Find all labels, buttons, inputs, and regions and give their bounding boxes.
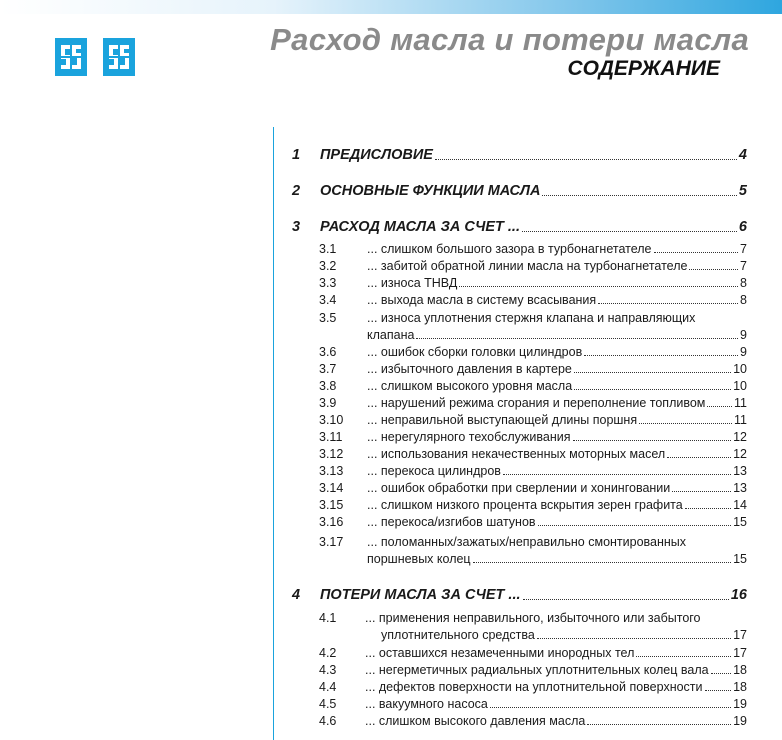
- toc-page: 4: [738, 147, 747, 163]
- toc-leader: [598, 303, 738, 304]
- toc-label: ... износа ТНВД: [367, 276, 458, 290]
- toc-label: ... выхода масла в систему всасывания: [367, 293, 597, 307]
- toc-num: 3.8: [319, 379, 337, 393]
- toc-leader: [538, 525, 732, 526]
- toc-label: ... ошибок обработки при сверлении и хонинговании: [367, 481, 671, 495]
- toc-label: ОСНОВНЫЕ ФУНКЦИИ МАСЛА: [320, 183, 541, 199]
- toc-label: ... поломанных/зажатых/неправильно смонтированных: [367, 535, 687, 549]
- toc-label: ПОТЕРИ МАСЛА ЗА СЧЕТ ...: [320, 587, 521, 603]
- toc-page: 11: [734, 396, 747, 410]
- toc-page: 19: [733, 714, 747, 728]
- toc-label: ... ошибок сборки головки цилиндров: [367, 345, 583, 359]
- toc-leader: [573, 440, 732, 441]
- toc-page: 7: [740, 259, 747, 273]
- toc-num: 3.11: [319, 430, 343, 444]
- toc-page: 13: [733, 481, 747, 495]
- toc-leader: [522, 231, 737, 232]
- toc-page: 16: [730, 587, 747, 603]
- toc-leader: [711, 673, 732, 674]
- toc-item-4-5[interactable]: [319, 697, 747, 711]
- toc-item-3-5-cont[interactable]: [367, 328, 747, 342]
- toc-page: 9: [740, 328, 747, 342]
- toc-num: 3.14: [319, 481, 344, 495]
- toc-section-2[interactable]: [292, 183, 747, 199]
- toc-page: 6: [738, 219, 747, 235]
- toc-num: 3.9: [319, 396, 337, 410]
- toc-leader: [523, 599, 729, 600]
- toc-item-3-15[interactable]: [319, 498, 747, 512]
- toc-label: ... использования некачественных моторных масел: [367, 447, 666, 461]
- toc-page: 18: [733, 680, 747, 694]
- toc-page: 15: [733, 515, 747, 529]
- toc-item-3-17-cont[interactable]: [367, 552, 747, 566]
- toc-num: 3.12: [319, 447, 344, 461]
- toc-leader: [672, 491, 731, 492]
- toc-section-3[interactable]: [292, 219, 747, 235]
- toc-label: ... перекоса/изгибов шатунов: [367, 515, 536, 529]
- toc-label: ... нарушений режима сгорания и переполнение топливом: [367, 396, 706, 410]
- toc-label: поршневых колец: [367, 552, 471, 566]
- toc-item-3-14[interactable]: [319, 481, 747, 495]
- toc-page: 18: [733, 663, 747, 677]
- toc-num: 4: [292, 587, 301, 603]
- toc-label: ... вакуумного насоса: [365, 697, 488, 711]
- toc-item-3-4[interactable]: [319, 293, 747, 307]
- toc-label: ... слишком высокого уровня масла: [367, 379, 573, 393]
- toc-page: 8: [740, 293, 747, 307]
- ks-logo-icon-2: [103, 38, 135, 76]
- toc-leader: [667, 457, 731, 458]
- header-gradient-bar: [0, 0, 782, 14]
- toc-page: 14: [733, 498, 747, 512]
- toc-num: 4.6: [319, 714, 337, 728]
- toc-label: ... износа уплотнения стержня клапана и направляющих: [367, 311, 696, 325]
- toc-leader: [416, 338, 738, 339]
- toc-num: 3.3: [319, 276, 337, 290]
- toc-page: 17: [733, 646, 747, 660]
- toc-item-4-1-cont[interactable]: [367, 628, 747, 642]
- toc-num: 4.5: [319, 697, 337, 711]
- toc-num: 3.15: [319, 498, 344, 512]
- toc-label: ... неправильной выступающей длины поршня: [367, 413, 638, 427]
- toc-num: 3.7: [319, 362, 337, 376]
- toc-item-4-4[interactable]: [319, 680, 747, 694]
- toc-page: 9: [740, 345, 747, 359]
- toc-leader: [705, 690, 732, 691]
- toc-label: клапана: [367, 328, 415, 342]
- toc-num: 3.6: [319, 345, 337, 359]
- toc-num: 3.13: [319, 464, 344, 478]
- toc-num: 4.3: [319, 663, 337, 677]
- toc-page: 5: [738, 183, 747, 199]
- toc-leader: [435, 159, 737, 160]
- toc-item-4-6[interactable]: [319, 714, 747, 728]
- toc-leader: [503, 474, 731, 475]
- toc-page: 10: [733, 379, 747, 393]
- toc-page: 15: [733, 552, 747, 566]
- toc-item-3-8[interactable]: [319, 379, 747, 393]
- toc-item-3-2[interactable]: [319, 259, 747, 273]
- toc-page: 10: [733, 362, 747, 376]
- toc-leader: [689, 269, 738, 270]
- toc-page: 12: [733, 430, 747, 444]
- toc-leader: [490, 707, 731, 708]
- section-divider-line: [273, 127, 274, 740]
- toc-num: 4.4: [319, 680, 337, 694]
- page-title: Расход масла и потери масла: [270, 22, 749, 57]
- toc-label: ... нерегулярного техобслуживания: [367, 430, 571, 444]
- toc-label: ... слишком высокого давления масла: [365, 714, 586, 728]
- toc-leader: [587, 724, 731, 725]
- toc-page: 19: [733, 697, 747, 711]
- toc-label: ... оставшихся незамеченными инородных тел: [365, 646, 635, 660]
- toc-item-4-3[interactable]: [319, 663, 747, 677]
- toc-label: ПРЕДИСЛОВИЕ: [320, 147, 433, 163]
- toc-item-3-3[interactable]: [319, 276, 747, 290]
- toc-item-3-11[interactable]: [319, 430, 747, 444]
- toc-item-3-9[interactable]: [319, 396, 747, 410]
- toc-num: 3.2: [319, 259, 337, 273]
- toc-num: 1: [292, 147, 301, 163]
- toc-leader: [685, 508, 731, 509]
- toc-leader: [473, 562, 731, 563]
- toc-label: РАСХОД МАСЛА ЗА СЧЕТ ...: [320, 219, 520, 235]
- toc-num: 3.4: [319, 293, 337, 307]
- toc-page: 12: [733, 447, 747, 461]
- toc-label: ... перекоса цилиндров: [367, 464, 501, 478]
- toc-item-3-13[interactable]: [319, 464, 747, 478]
- toc-item-3-5[interactable]: [319, 311, 747, 325]
- toc-page: 11: [734, 413, 747, 427]
- ks-logo-icon: [55, 38, 87, 76]
- toc-leader: [584, 355, 738, 356]
- toc-label: ... слишком большого зазора в турбонагнетателе: [367, 242, 652, 256]
- toc-num: 3.5: [319, 311, 337, 325]
- toc-leader: [639, 423, 732, 424]
- toc-label: ... дефектов поверхности на уплотнительной поверхности: [365, 680, 703, 694]
- toc-section-1[interactable]: [292, 147, 747, 163]
- toc-item-3-1[interactable]: [319, 242, 747, 256]
- toc-leader: [654, 252, 739, 253]
- toc-num: 4.1: [319, 611, 337, 625]
- toc-num: 3.1: [319, 242, 337, 256]
- toc-item-3-10[interactable]: [319, 413, 747, 427]
- toc-num: 4.2: [319, 646, 337, 660]
- toc-item-3-6[interactable]: [319, 345, 747, 359]
- toc-label: ... негерметичных радиальных уплотнительных колец вала: [365, 663, 709, 677]
- toc-page: 13: [733, 464, 747, 478]
- toc-leader: [636, 656, 731, 657]
- toc-num: 2: [292, 183, 301, 199]
- toc-item-3-12[interactable]: [319, 447, 747, 461]
- toc-leader: [542, 195, 736, 196]
- toc-section-4[interactable]: [292, 587, 747, 603]
- toc-leader: [707, 406, 732, 407]
- toc-leader: [537, 638, 731, 639]
- toc-num: 3.10: [319, 413, 344, 427]
- toc-num: 3: [292, 219, 301, 235]
- toc-page: 7: [740, 242, 747, 256]
- toc-item-3-17[interactable]: [319, 535, 747, 549]
- toc-leader: [459, 286, 738, 287]
- toc-leader: [574, 372, 731, 373]
- toc-num: 3.17: [319, 535, 344, 549]
- toc-label: ... избыточного давления в картере: [367, 362, 572, 376]
- page-subtitle: СОДЕРЖАНИЕ: [567, 57, 720, 80]
- toc-page: 8: [740, 276, 747, 290]
- toc-item-3-16[interactable]: [319, 515, 747, 529]
- toc-label: уплотнительного средства: [381, 628, 535, 642]
- toc-label: ... слишком низкого процента вскрытия зерен графита: [367, 498, 683, 512]
- toc-item-4-1[interactable]: [319, 611, 747, 625]
- toc-item-4-2[interactable]: [319, 646, 747, 660]
- toc-item-3-7[interactable]: [319, 362, 747, 376]
- toc-label: ... забитой обратной линии масла на турбонагнетателе: [367, 259, 688, 273]
- toc-num: 3.16: [319, 515, 344, 529]
- toc-leader: [574, 389, 731, 390]
- toc-page: 17: [733, 628, 747, 642]
- toc-label: ... применения неправильного, избыточного или забытого: [365, 611, 701, 625]
